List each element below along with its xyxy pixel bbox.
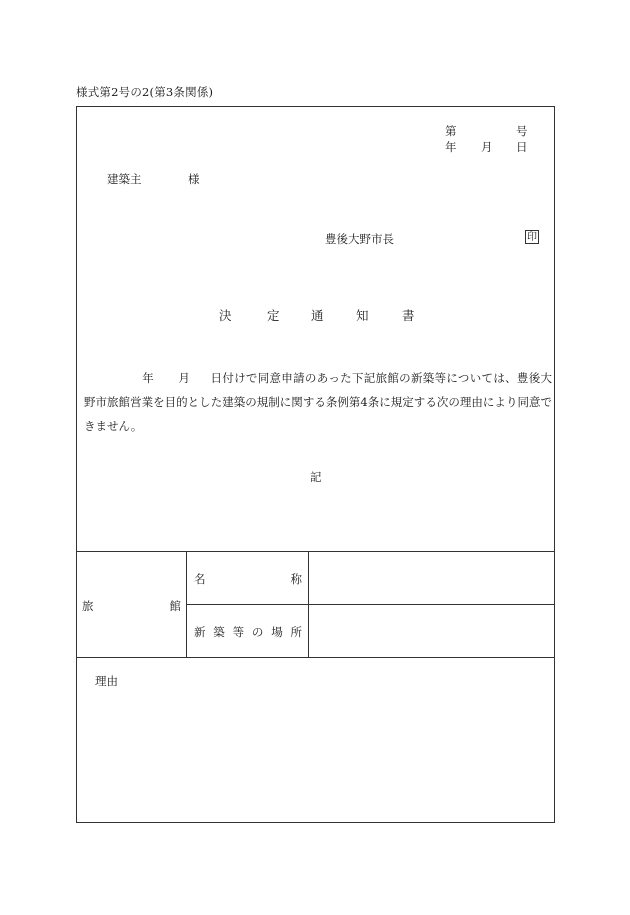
label-char: 館 <box>169 599 181 613</box>
number-prefix: 第 <box>445 124 457 138</box>
title-char: 決 <box>219 308 232 323</box>
reason-label: 理由 <box>95 674 118 688</box>
label-char: 新 <box>194 625 206 639</box>
table-bottom-line <box>76 657 555 658</box>
date-day: 日 <box>516 140 528 154</box>
issuer-title: 豊後大野市長 <box>325 232 394 246</box>
table-divider-2 <box>308 551 309 657</box>
body-paragraph <box>84 366 552 438</box>
addressee-honorific: 様 <box>188 172 200 186</box>
table-middle-line <box>186 604 555 605</box>
name-label <box>194 571 302 587</box>
body-month: 月 <box>178 371 191 385</box>
label-char: 称 <box>290 572 302 586</box>
location-label <box>194 624 302 640</box>
body-text: 日付けで同意申請のあった下記旅館の新築等については、豊後大野市旅館営業を目的とした建築の規制に関する条例第4条に規定する次の理由により同意できません。 <box>84 371 553 433</box>
label-char: 旅 <box>82 599 94 613</box>
body-year: 年 <box>142 371 155 385</box>
notice-form-frame <box>76 106 555 823</box>
form-label: 様式第2号の2(第3条関係) <box>76 85 214 99</box>
table-divider-1 <box>186 551 187 657</box>
label-char: の <box>251 625 264 639</box>
table-top-line <box>76 551 555 552</box>
ki-marker: 記 <box>310 470 322 484</box>
date-month: 月 <box>481 140 493 154</box>
label-char: 名 <box>194 572 206 586</box>
label-char: 場 <box>271 625 283 639</box>
addressee-label: 建築主 <box>107 172 142 186</box>
label-char: 築 <box>213 625 225 639</box>
title-char: 書 <box>402 308 415 323</box>
title-char: 定 <box>267 308 280 323</box>
title-char: 知 <box>356 308 369 323</box>
seal-mark: 印 <box>527 232 537 243</box>
title-char: 通 <box>311 308 324 323</box>
number-suffix: 号 <box>516 124 528 138</box>
ryokan-label <box>82 598 181 614</box>
date-year: 年 <box>445 140 457 154</box>
label-char: 所 <box>290 625 302 639</box>
label-char: 等 <box>232 625 245 639</box>
